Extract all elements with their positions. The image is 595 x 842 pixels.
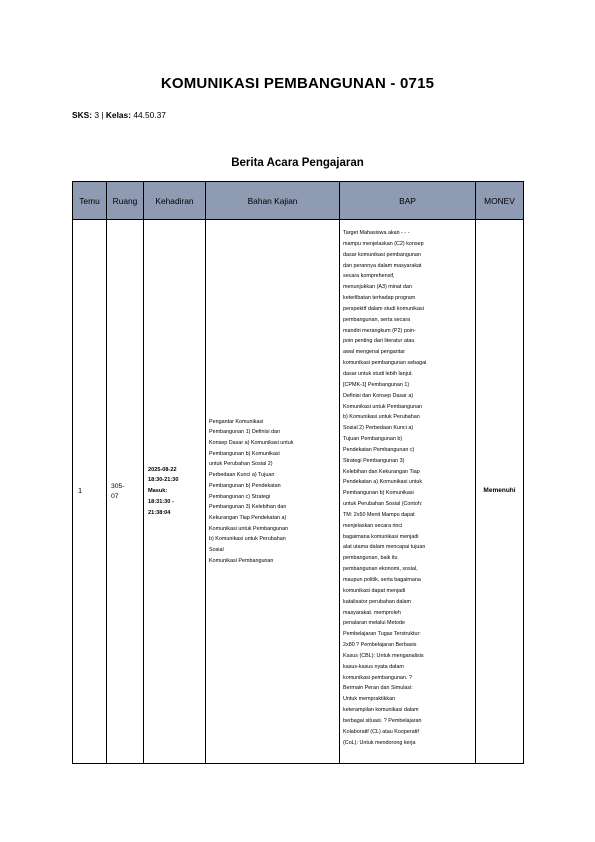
bap-line: penalaran melalui Metode: [343, 620, 406, 627]
bahan-line: Komunikasi Pembangunan: [209, 557, 274, 564]
kelas-value: 44.50.37: [133, 110, 166, 120]
bap-line: Target Mahasiswa akan - - -: [343, 230, 410, 236]
bap-line: alat utama dalam mencapai tujuan: [343, 544, 426, 551]
bahan-line: Pembangunan 3) Kelebihan dan: [209, 504, 287, 511]
kehadiran-line: 2025-08-22: [148, 466, 177, 473]
bap-line: masyarakat. memproleh: [343, 609, 401, 616]
bap-text: [343, 228, 472, 763]
bap-line: komunikasi dapat menjadi: [343, 587, 406, 594]
header-bahan-kajian: Bahan Kajian: [206, 182, 340, 220]
bap-line: pembangunan, baik itu: [343, 555, 398, 562]
bap-line: dasar untuk studi lebih lanjut.: [343, 370, 413, 377]
table-row: [73, 220, 524, 764]
bap-line: poin penting dari literatur atau: [343, 338, 415, 345]
berita-acara-table: [72, 181, 524, 764]
bap-line: mandiri merangkum (P2) poin-: [343, 327, 416, 334]
kehadiran-line: 18:31:30 -: [148, 498, 174, 505]
bap-line: [CPMK-1] Pembangunan 1): [343, 381, 410, 388]
header-bap: BAP: [340, 182, 476, 220]
kehadiran-line: Masuk:: [148, 488, 168, 495]
bap-line: secara komprehensif,: [343, 273, 395, 280]
kehadiran-line: 18:30-21:30: [148, 477, 179, 484]
bap-line: Pendekatan a) Komunikasi untuk: [343, 479, 423, 486]
meta-separator: |: [101, 110, 104, 120]
header-kehadiran: Kehadiran: [144, 182, 206, 220]
bap-line: perspektif dalam studi komunikasi: [343, 305, 424, 312]
bap-line: Bermain Peran dan Simulasi:: [343, 685, 413, 692]
bap-line: menjelaskan secara rinci: [343, 522, 403, 529]
bap-line: keterlibatan terhadap program: [343, 295, 416, 302]
bap-line: Kasus (CBL): Untuk menganalisis: [343, 652, 424, 659]
document-title: KOMUNIKASI PEMBANGUNAN - 0715: [160, 75, 435, 92]
course-meta: [72, 110, 166, 120]
kelas-label: Kelas:: [105, 110, 131, 120]
bap-line: Tujuan Pembangunan b): [343, 436, 403, 443]
bap-line: Untuk mempraktikkan: [343, 696, 396, 703]
bap-line: Sosial 2) Perbedaan Kunci a): [343, 425, 414, 432]
bahan-line: Pembangunan b) Komunikasi: [209, 450, 280, 457]
bap-line: komunikasi pembangunan sebagai: [343, 360, 427, 367]
bap-line: Kolaboratif (CL) atau Kooperatif: [343, 728, 419, 735]
header-monev: MONEV: [476, 182, 524, 220]
ruang-line: 07: [111, 492, 119, 500]
cell-ruang: [107, 220, 144, 764]
header-temu: Temu: [73, 182, 107, 220]
bap-line: keterampilan komunikasi dalam: [343, 707, 419, 714]
bap-line: Definisi dan Konsep Dasar a): [343, 392, 414, 399]
bahan-line: Pembangunan b) Pendekatan: [209, 482, 281, 489]
bahan-line: Komunikasi untuk Pembangunan: [209, 525, 289, 532]
kehadiran-line: 21:38:04: [148, 509, 171, 516]
bap-line: (CoL): Untuk mendorong kerja: [343, 739, 416, 746]
bap-line: mampu menjelaskan (C2) konsep: [343, 240, 424, 247]
header-ruang: Ruang: [107, 182, 144, 220]
section-title: Berita Acara Pengajaran: [231, 157, 364, 169]
bahan-line: untuk Perubahan Sosial 2): [209, 461, 273, 468]
bap-line: Pendekatan Pembangunan c): [343, 446, 415, 453]
cell-temu: 1: [73, 220, 107, 764]
bap-line: Strategi Pembangunan 3): [343, 457, 405, 464]
sks-value: 3: [94, 110, 100, 120]
bap-line: kasus-kasus nyata dalam: [343, 663, 404, 670]
cell-bahan-kajian: [206, 220, 340, 764]
bap-line: maupun politik, serta bagaimana: [343, 577, 421, 583]
bap-line: untuk Perubahan Sosial (Contoh:: [343, 501, 423, 508]
sks-label: SKS:: [72, 110, 93, 120]
bahan-line: Kekurangan Tiap Pendekatan a): [209, 514, 287, 521]
bap-line: Pembangunan b) Komunikasi: [343, 490, 414, 497]
bap-line: dan perannya dalam masyarakat: [343, 262, 422, 269]
bap-line: pembangunan, serta secara: [343, 316, 411, 323]
bap-line: Komunikasi untuk Pembangunan: [343, 403, 423, 410]
bahan-line: Pengantar Komunikasi: [209, 418, 264, 425]
bahan-line: Perbedaan Kunci a) Tujuan: [209, 472, 275, 479]
bap-line: Pembelajaran Tugas Terstruktur:: [343, 631, 421, 638]
bap-line: 2x80 ? Pembelajaran Berbasis: [343, 642, 417, 649]
ruang-line: 305-: [111, 482, 125, 490]
bahan-line: b) Komunikasi untuk Perubahan: [209, 536, 286, 543]
bap-line: komunikasi pembangunan. ?: [343, 674, 412, 681]
bap-line: pembangunan ekonomi, sosial,: [343, 566, 418, 573]
bap-line: Kelebihan dan Kekurangan Tiap: [343, 468, 420, 475]
bap-line: TM: 2x50 Menit Mampu dapat: [343, 511, 415, 518]
bap-line: menunjukkan (A3) minat dan: [343, 284, 412, 291]
bap-line: berbagai situasi. ? Pembelajaran: [343, 717, 422, 724]
bap-line: dasar komunikasi pembangunan: [343, 251, 421, 258]
bap-line: b) Komunikasi untuk Perubahan: [343, 414, 420, 421]
bap-line: katalisator perubahan dalam: [343, 598, 412, 605]
bahan-line: Pembangunan c) Strategi: [209, 493, 271, 500]
bahan-line: Pembangunan 1) Definisi dan: [209, 429, 281, 436]
bap-line: awal mengenai pengantar: [343, 349, 406, 356]
cell-monev: Memenuhi: [476, 220, 524, 764]
bap-line: bagaimana komunikasi menjadi: [343, 533, 419, 540]
bahan-line: Sosial: [209, 547, 224, 554]
table-header-row: [73, 182, 524, 220]
cell-bap: [340, 220, 476, 764]
cell-kehadiran: [144, 220, 206, 764]
bahan-line: Konsep Dasar a) Komunikasi untuk: [209, 439, 294, 446]
